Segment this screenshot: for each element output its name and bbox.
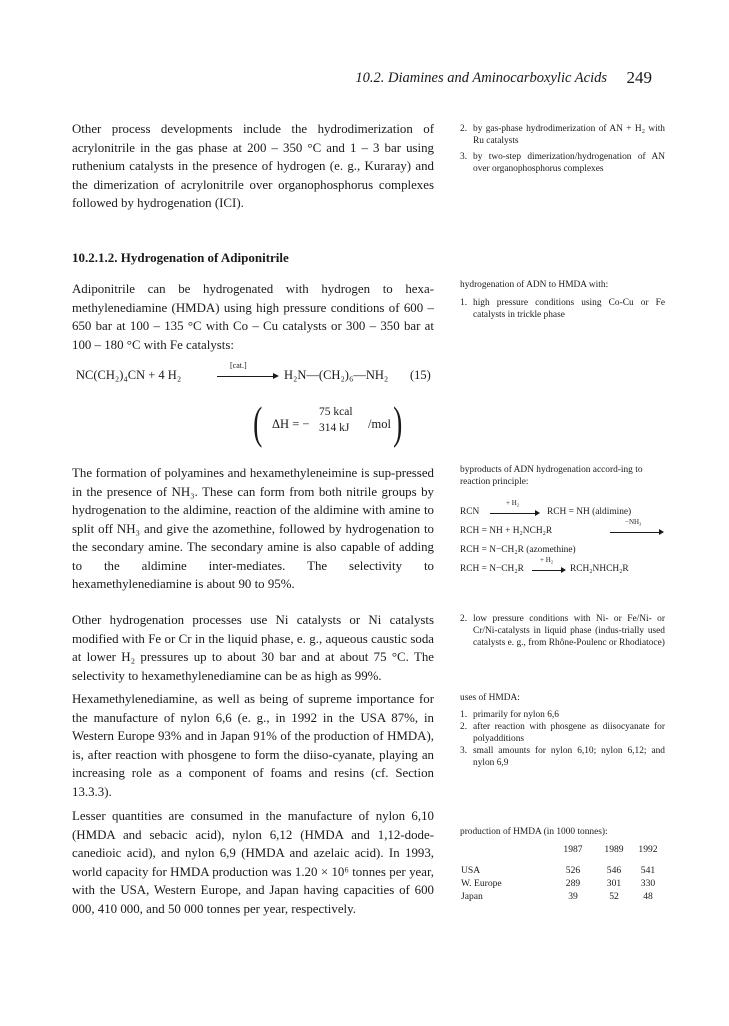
country-cell: Japan [461, 891, 483, 902]
list-item: 2. low pressure conditions with Ni- or Fe/Ni- or Cr/Ni-catalysts in liquid phase (indus-trially used catalysts e. g., from Rhône-Poulenc or Rhodiatoce) [460, 614, 665, 648]
hydrogenation-intro: hydrogenation of ADN to HMDA with: [460, 280, 609, 290]
running-header [340, 70, 652, 90]
country-cell: W. Europe [461, 878, 502, 889]
equation-catalyst: [cat.] [230, 361, 247, 370]
enthalpy-kj: 314 kJ [319, 422, 350, 434]
enthalpy-expression [253, 397, 406, 448]
section-title: 10.2. Diamines and Aminocarboxylic Acids [355, 70, 607, 86]
value-cell: 48 [643, 891, 653, 902]
hydrogenation-list [460, 297, 665, 321]
table-header-row [461, 843, 665, 856]
country-cell: USA [461, 865, 481, 876]
value-cell: 546 [606, 865, 622, 876]
table-row [461, 864, 665, 877]
value-cell: 541 [640, 865, 656, 876]
reaction-arrow [610, 532, 662, 533]
side-note-hydrogenation [460, 279, 665, 321]
value-cell: 52 [609, 891, 619, 902]
list-item: 1. high pressure conditions using Co-Cu or Fe catalysts in trickle phase [460, 298, 665, 320]
year-header: 1989 [604, 844, 624, 855]
equation-reactants: NC(CH₂)₄CN + 4 H₂ [76, 368, 182, 382]
process-list [460, 123, 665, 175]
uses-list [460, 709, 665, 769]
enthalpy-kcal: 75 kcal [319, 406, 353, 418]
paragraph-ni-catalysts: Other hydrogenation processes use Ni catalysts or Ni catalysts modified with Fe or Cr in the liquid phase, e. g., aqueous caustic soda at lower H₂ pressures up to about 30 bar and at about 75 °C. The selectivity to hexamethylenediamine can be as high as 99%. [72, 613, 434, 683]
value-cell: 39 [568, 891, 578, 902]
reaction-azomethine: RCH = N−CH₂R (azomethine) [460, 545, 576, 555]
equation-15 [72, 361, 434, 390]
reaction-arrow [532, 570, 564, 571]
reaction-arrow [217, 376, 277, 377]
reaction-azomethine-formation: RCH = NH + H₂NCH₂R −NH₃ [460, 526, 670, 540]
reaction-aldimine: RCN + H₂ RCH = NH (aldimine) [460, 499, 632, 517]
value-cell: 289 [565, 878, 581, 889]
enthalpy-label: ΔH = − [272, 417, 310, 431]
equation-product: H₂N—(CH₂)₆—NH₂ [284, 368, 389, 382]
table-row [461, 890, 665, 903]
list-item: 3. by two-step dimerization/hydrogenation of AN over organophosphorus complexes [460, 152, 665, 174]
right-paren: ) [393, 397, 403, 448]
side-note-low-pressure [460, 613, 665, 649]
page-number: 249 [626, 68, 652, 87]
paragraph-adiponitrile: Adiponitrile can be hydrogenated with hydrogen to hexa-methylenediamine (HMDA) using high pressure conditions of 600 – 650 bar at 100 – 135 °C with Co – Cu catalysts or 300 – 350 bar at 100 – 180 °C with Fe catalysts: [72, 282, 434, 352]
production-table [461, 843, 665, 903]
paragraph-polyamines: The formation of polyamines and hexamethyleneimine is sup-pressed in the presence of NH₃. These can form from both nitrile groups by hydrogenation to the aldimine, reaction of the aldimine with amine to split off NH₃ and give the azomethine, followed by hydrogenation to the secondary amine. The secondary amine is also capable of adding to the aldimine inter-mediates. The selectivity to hexamethylenediamine is about 90 to 95%. [72, 466, 434, 591]
production-intro: production of HMDA (in 1000 tonnes): [460, 827, 608, 837]
value-cell: 301 [606, 878, 622, 889]
reaction-arrow [490, 513, 538, 514]
side-note-processes [460, 123, 665, 175]
year-header: 1992 [638, 844, 658, 855]
enthalpy-unit: /mol [368, 417, 391, 431]
side-note-byproducts: byproducts of ADN hydrogenation accord-ing to reaction principle: [460, 465, 643, 487]
uses-intro: uses of HMDA: [460, 693, 520, 703]
paragraph-hmda-uses: Hexamethylenediamine, as well as being of supreme importance for the manufacture of nylon 6,6 (e. g., in 1992 in the USA 87%, in Western Europe 93% and in Japan 91% of the production of HMDA), is, after reaction with phosgene to form the diiso-cyanate, playing an increasing role as a component of foams and resins (cf. Section 13.3.3). [72, 692, 434, 799]
paragraph-lesser-quantities: Lesser quantities are consumed in the manufacture of nylon 6,10 (HMDA and sebacic acid), nylon 6,12 (HMDA and 1,12-dode-canedioic acid), and nylon 6,9 (HMDA and azelaic acid). In 1993, world capacity for HMDA production was 1.20 × 10⁶ tonnes per year, with the USA, Western Europe, and Japan having capacities of 600 000, 410 000, and 50 000 tonnes per year, respectively. [72, 809, 434, 916]
paragraph-hydrodimerization: Other process developments include the hydrodimerization of acrylonitrile in the gas phase at 200 – 350 °C and 1 – 3 bar using ruthenium catalysts in the presence of hydrogen (e. g., Kuraray) and the dimerization of acrylonitrile over organophosphorus complexes followed by hydrogenation (ICI). [72, 122, 434, 210]
list-item: 3. small amounts for nylon 6,10; nylon 6,12; and nylon 6,9 [460, 746, 665, 768]
table-row [461, 877, 665, 890]
value-cell: 526 [565, 865, 581, 876]
left-paren: ( [253, 397, 263, 448]
side-note-uses [460, 692, 665, 769]
reaction-secondary-amine: RCH = N−CH₂R + H₂ RCH₂NHCH₂R [460, 556, 629, 574]
equation-number: (15) [410, 368, 431, 382]
list-item: 2. after reaction with phosgene as diisocyanate for polyadditions [460, 722, 665, 744]
value-cell: 330 [640, 878, 656, 889]
year-header: 1987 [563, 844, 583, 855]
low-pressure-list [460, 613, 665, 649]
section-heading: 10.2.1.2. Hydrogenation of Adiponitrile [72, 250, 289, 265]
list-item: 2. by gas-phase hydrodimerization of AN + H₂ with Ru catalysts [460, 124, 665, 146]
list-item: 1. primarily for nylon 6,6 [460, 710, 559, 720]
